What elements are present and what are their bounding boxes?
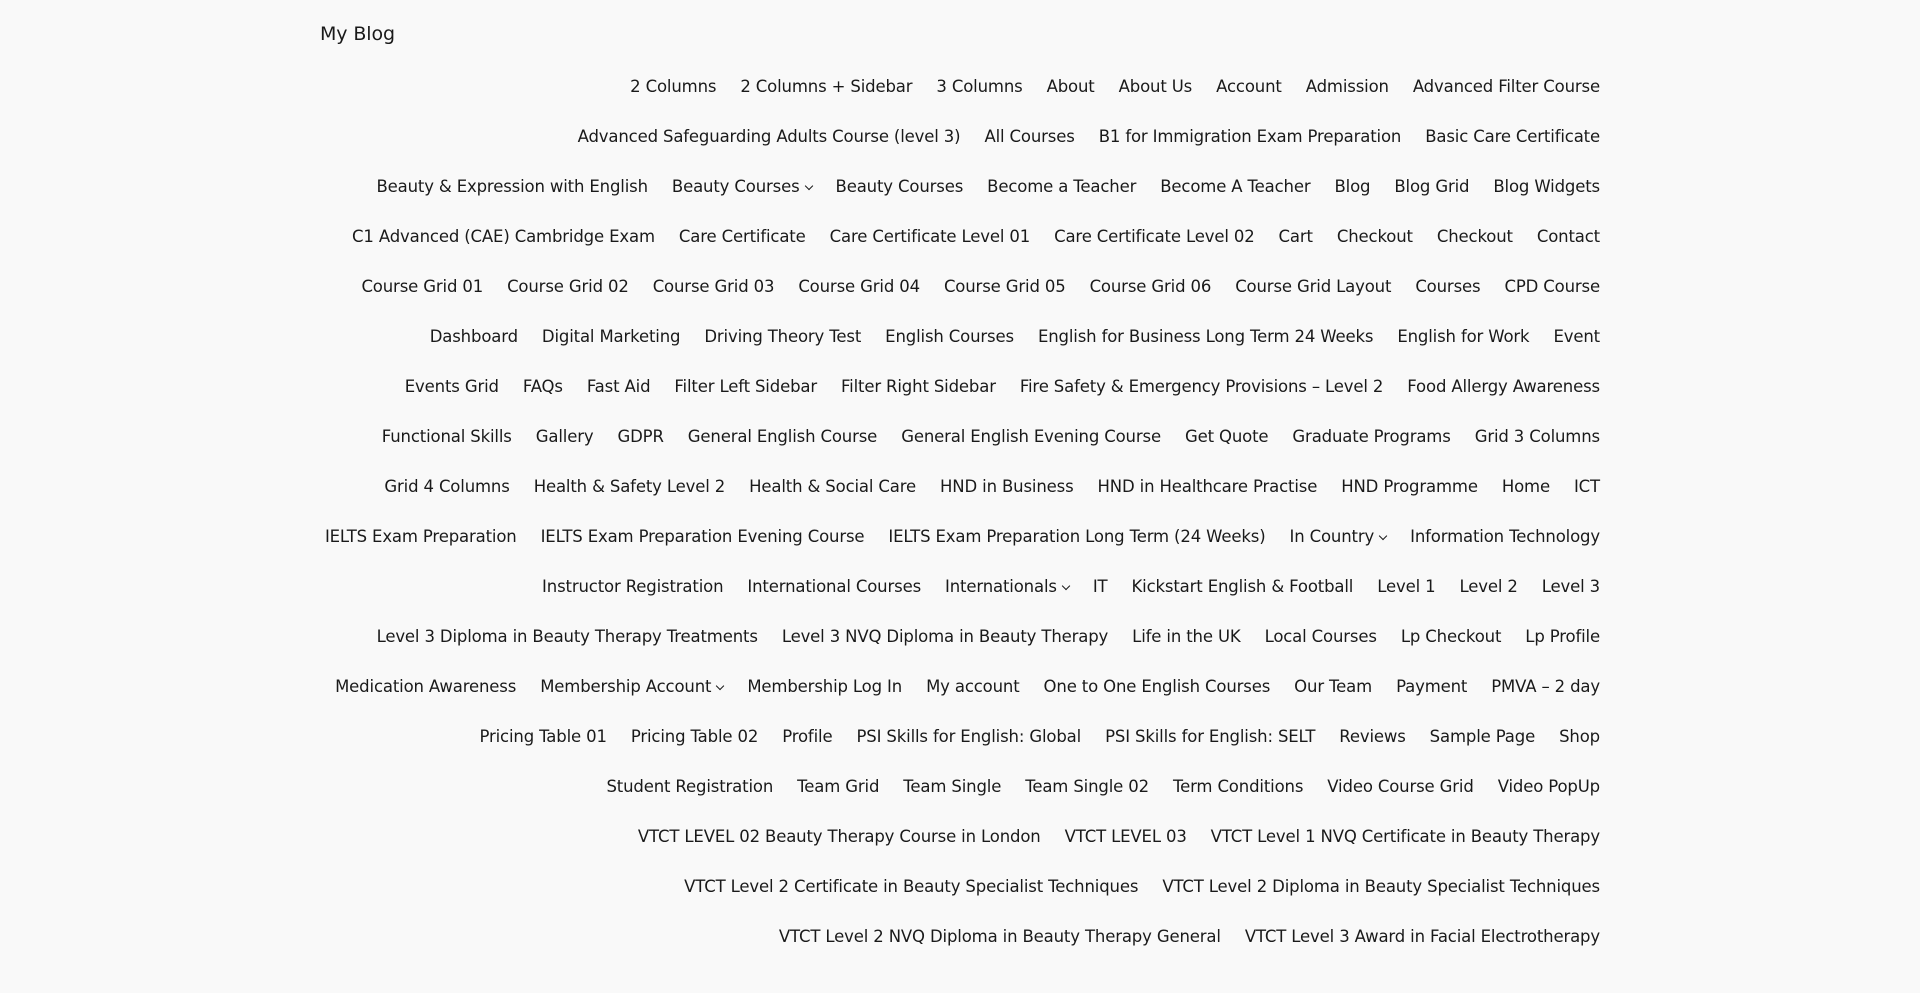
nav-menu-item-label: In Country bbox=[1289, 527, 1375, 546]
nav-menu-item[interactable] bbox=[940, 476, 1074, 498]
nav-menu-item[interactable] bbox=[984, 126, 1074, 148]
nav-row bbox=[320, 462, 1600, 512]
nav-row bbox=[320, 662, 1600, 712]
nav-menu-item[interactable] bbox=[587, 376, 651, 398]
nav-menu-item-label: International Courses bbox=[747, 577, 922, 596]
nav-menu-item[interactable] bbox=[606, 776, 773, 798]
nav-menu-item-label: Digital Marketing bbox=[541, 327, 681, 346]
nav-menu-item-label: VTCT Level 1 NVQ Certificate in Beauty Therapy bbox=[1210, 827, 1600, 846]
nav-row bbox=[320, 612, 1600, 662]
nav-menu-item-label: Blog Grid bbox=[1394, 177, 1470, 196]
nav-menu-item-label: Team Single bbox=[903, 777, 1002, 796]
nav-menu-item-label: HND in Healthcare Practise bbox=[1097, 477, 1318, 496]
nav-menu-item[interactable] bbox=[679, 226, 806, 248]
nav-menu-item[interactable] bbox=[901, 426, 1161, 448]
nav-menu-item[interactable] bbox=[1119, 76, 1193, 98]
nav-menu-item[interactable] bbox=[1279, 226, 1313, 248]
nav-menu-item-label: Instructor Registration bbox=[542, 577, 724, 596]
nav-menu-item[interactable] bbox=[1339, 726, 1405, 748]
nav-menu-item[interactable] bbox=[1410, 526, 1600, 548]
nav-menu-item-label: Fast Aid bbox=[586, 377, 651, 396]
chevron-down-icon[interactable] bbox=[716, 681, 724, 689]
primary-navigation bbox=[320, 62, 1600, 982]
nav-menu-item[interactable] bbox=[1491, 676, 1600, 698]
nav-menu-item-label: Kickstart English & Football bbox=[1131, 577, 1354, 596]
nav-menu-item-label: Sample Page bbox=[1429, 727, 1536, 746]
nav-row bbox=[320, 62, 1600, 112]
site-title[interactable]: My Blog bbox=[320, 23, 395, 45]
nav-row bbox=[320, 412, 1600, 462]
nav-menu-item[interactable] bbox=[578, 126, 961, 148]
nav-menu-item[interactable] bbox=[1460, 576, 1518, 598]
nav-row bbox=[320, 812, 1600, 862]
nav-menu-item[interactable] bbox=[1396, 676, 1467, 698]
nav-menu-item-label: Beauty Courses bbox=[671, 177, 800, 196]
nav-menu-item-label: Level 2 bbox=[1459, 577, 1518, 596]
nav-menu-item[interactable] bbox=[536, 426, 594, 448]
nav-menu-item[interactable] bbox=[384, 476, 509, 498]
nav-menu-item-label: Fire Safety & Emergency Provisions – Level 2 bbox=[1019, 377, 1384, 396]
nav-menu-item-label: Shop bbox=[1559, 727, 1600, 746]
nav-menu-item[interactable] bbox=[836, 176, 964, 198]
nav-menu-item-label: Medication Awareness bbox=[335, 677, 517, 696]
nav-menu-item[interactable] bbox=[638, 826, 1041, 848]
nav-menu-item[interactable] bbox=[523, 376, 563, 398]
nav-menu-item[interactable] bbox=[1131, 576, 1353, 598]
nav-menu-item[interactable] bbox=[1216, 76, 1282, 98]
nav-menu-item-label: Lp Profile bbox=[1525, 627, 1600, 646]
nav-menu-item-label: Graduate Programs bbox=[1292, 427, 1451, 446]
nav-menu-item-label: Our Team bbox=[1294, 677, 1373, 696]
nav-menu-item[interactable] bbox=[1574, 476, 1600, 498]
nav-menu-item[interactable] bbox=[704, 326, 861, 348]
nav-menu-item[interactable] bbox=[779, 926, 1221, 948]
nav-menu-item-label: Advanced Filter Course bbox=[1412, 77, 1600, 96]
nav-menu-item[interactable] bbox=[798, 276, 920, 298]
nav-menu-item[interactable] bbox=[479, 726, 606, 748]
nav-menu-item-label: 2 Columns + Sidebar bbox=[740, 77, 913, 96]
nav-menu-item[interactable] bbox=[1407, 376, 1600, 398]
nav-menu-item[interactable] bbox=[1306, 76, 1389, 98]
nav-menu-item-label: Membership Log In bbox=[747, 677, 903, 696]
nav-menu-item[interactable] bbox=[1504, 276, 1600, 298]
nav-menu-item-label: Grid 4 Columns bbox=[384, 477, 510, 496]
nav-menu-item-label: Cart bbox=[1278, 227, 1313, 246]
nav-menu-item-label: Course Grid 01 bbox=[361, 277, 484, 296]
nav-menu-item-label: Gallery bbox=[535, 427, 594, 446]
nav-menu-item[interactable] bbox=[1493, 176, 1600, 198]
nav-row bbox=[320, 512, 1600, 562]
nav-menu-item[interactable] bbox=[1211, 826, 1600, 848]
nav-menu-item[interactable] bbox=[987, 176, 1136, 198]
nav-menu-item-label: English for Work bbox=[1397, 327, 1530, 346]
nav-menu-item-label: Video Course Grid bbox=[1327, 777, 1474, 796]
nav-menu-item[interactable] bbox=[1327, 776, 1473, 798]
nav-menu-item[interactable] bbox=[1093, 576, 1108, 598]
chevron-down-icon[interactable] bbox=[1062, 581, 1070, 589]
nav-menu-item[interactable] bbox=[888, 526, 1265, 548]
nav-menu-item[interactable] bbox=[1394, 176, 1469, 198]
nav-row bbox=[320, 362, 1600, 412]
nav-menu-item[interactable] bbox=[797, 776, 879, 798]
nav-menu-item[interactable] bbox=[1099, 126, 1402, 148]
nav-menu-item-label: About bbox=[1046, 77, 1095, 96]
nav-menu-item[interactable] bbox=[903, 776, 1001, 798]
nav-menu-item[interactable] bbox=[1335, 176, 1371, 198]
nav-menu-item-label: Blog Widgets bbox=[1493, 177, 1600, 196]
nav-menu-item[interactable] bbox=[1397, 326, 1529, 348]
nav-menu-item-label: Lp Checkout bbox=[1400, 627, 1502, 646]
nav-menu-item-label: Student Registration bbox=[606, 777, 774, 796]
nav-menu-item-label: One to One English Courses bbox=[1043, 677, 1271, 696]
nav-menu-item-label: Driving Theory Test bbox=[704, 327, 862, 346]
nav-menu-item[interactable] bbox=[747, 676, 902, 698]
nav-menu-item-label: Courses bbox=[1415, 277, 1481, 296]
nav-row bbox=[320, 112, 1600, 162]
nav-menu-item-label: VTCT LEVEL 02 Beauty Therapy Course in London bbox=[637, 827, 1041, 846]
nav-menu-item-label: Become A Teacher bbox=[1160, 177, 1311, 196]
nav-menu-item-label: Advanced Safeguarding Adults Course (level 3) bbox=[577, 127, 961, 146]
nav-menu-item[interactable] bbox=[382, 426, 512, 448]
nav-menu-item-label: Home bbox=[1501, 477, 1550, 496]
nav-menu-item[interactable] bbox=[830, 226, 1030, 248]
nav-menu-item[interactable] bbox=[1235, 276, 1391, 298]
nav-menu-item-label: VTCT Level 2 Certificate in Beauty Specialist Techniques bbox=[684, 877, 1139, 896]
nav-menu-item-label: 3 Columns bbox=[936, 77, 1023, 96]
nav-menu-item[interactable] bbox=[749, 476, 916, 498]
nav-menu-item-label: Term Conditions bbox=[1172, 777, 1304, 796]
nav-menu-item-label: Level 3 bbox=[1541, 577, 1600, 596]
nav-menu-item[interactable] bbox=[1475, 426, 1600, 448]
nav-menu-item[interactable] bbox=[1292, 426, 1450, 448]
nav-menu-item[interactable] bbox=[740, 76, 912, 98]
nav-menu-item-label: Account bbox=[1216, 77, 1282, 96]
nav-menu-item[interactable] bbox=[534, 476, 725, 498]
nav-menu-item[interactable] bbox=[617, 426, 663, 448]
nav-menu-item[interactable] bbox=[926, 676, 1019, 698]
nav-menu-item-label: Dashboard bbox=[429, 327, 518, 346]
nav-menu-item[interactable] bbox=[1553, 326, 1600, 348]
nav-menu-item[interactable] bbox=[653, 276, 775, 298]
nav-row bbox=[320, 312, 1600, 362]
chevron-down-icon[interactable] bbox=[804, 181, 812, 189]
nav-menu-item[interactable] bbox=[1160, 176, 1310, 198]
nav-menu-item-label: IELTS Exam Preparation Evening Course bbox=[540, 527, 865, 546]
nav-menu-item-label: Course Grid 02 bbox=[507, 277, 629, 296]
nav-menu-item[interactable] bbox=[1294, 676, 1372, 698]
nav-menu-item[interactable] bbox=[541, 526, 865, 548]
nav-row bbox=[320, 262, 1600, 312]
nav-menu-item-label: English for Business Long Term 24 Weeks bbox=[1037, 327, 1374, 346]
nav-menu-item[interactable] bbox=[1038, 326, 1373, 348]
nav-menu-item[interactable] bbox=[1173, 776, 1303, 798]
nav-menu-item-label: Pricing Table 02 bbox=[630, 727, 759, 746]
nav-menu-item[interactable] bbox=[1132, 626, 1240, 648]
nav-menu-item[interactable] bbox=[1377, 576, 1435, 598]
nav-menu-item-label: VTCT Level 2 Diploma in Beauty Specialist Techniques bbox=[1162, 877, 1600, 896]
nav-menu-item[interactable] bbox=[885, 326, 1014, 348]
nav-row bbox=[320, 862, 1600, 912]
nav-menu-item-label: PSI Skills for English: Global bbox=[856, 727, 1082, 746]
nav-menu-item-label: PSI Skills for English: SELT bbox=[1105, 727, 1316, 746]
nav-menu-item[interactable] bbox=[1185, 426, 1268, 448]
nav-menu-item-label: Health & Social Care bbox=[749, 477, 917, 496]
nav-menu-item[interactable] bbox=[782, 726, 832, 748]
nav-menu-item-label: Beauty Courses bbox=[835, 177, 964, 196]
nav-menu-item[interactable] bbox=[376, 176, 647, 198]
nav-menu-item-label: My account bbox=[926, 677, 1020, 696]
nav-menu-item[interactable] bbox=[542, 326, 680, 348]
nav-menu-item-label: FAQs bbox=[522, 377, 563, 396]
nav-menu-item[interactable] bbox=[1437, 226, 1513, 248]
nav-row bbox=[320, 212, 1600, 262]
nav-menu-item[interactable] bbox=[405, 376, 499, 398]
nav-menu-item[interactable] bbox=[325, 526, 517, 548]
nav-menu-item[interactable] bbox=[782, 626, 1108, 648]
nav-menu-item-label: Course Grid Layout bbox=[1235, 277, 1392, 296]
nav-menu-item-label: VTCT Level 3 Award in Facial Electrotherapy bbox=[1244, 927, 1600, 946]
nav-menu-item-label: VTCT Level 2 NVQ Diploma in Beauty Therapy General bbox=[778, 927, 1221, 946]
nav-menu-item-label: GDPR bbox=[617, 427, 664, 446]
nav-menu-item[interactable] bbox=[507, 276, 629, 298]
nav-menu-item[interactable] bbox=[1020, 376, 1383, 398]
nav-menu-item-label: Beauty & Expression with English bbox=[376, 177, 648, 196]
nav-menu-item-label: IT bbox=[1092, 577, 1108, 596]
nav-menu-item[interactable] bbox=[674, 376, 817, 398]
nav-menu-item-label: Course Grid 05 bbox=[943, 277, 1066, 296]
nav-menu-item[interactable] bbox=[1542, 576, 1600, 598]
nav-menu-item[interactable] bbox=[945, 576, 1069, 598]
nav-row bbox=[320, 712, 1600, 762]
nav-menu-item[interactable] bbox=[684, 876, 1138, 898]
nav-menu-item[interactable] bbox=[1047, 76, 1095, 98]
nav-menu-item-label: Information Technology bbox=[1410, 527, 1600, 546]
nav-menu-item-label: HND in Business bbox=[940, 477, 1074, 496]
nav-menu-item-label: Level 3 Diploma in Beauty Therapy Treatments bbox=[376, 627, 758, 646]
nav-row bbox=[320, 562, 1600, 612]
nav-menu-item[interactable] bbox=[335, 676, 516, 698]
nav-menu-item-label: Admission bbox=[1305, 77, 1389, 96]
nav-menu-item-label: VTCT LEVEL 03 bbox=[1064, 827, 1187, 846]
nav-menu-item[interactable] bbox=[1265, 626, 1377, 648]
nav-menu-item[interactable] bbox=[1090, 276, 1212, 298]
nav-menu-item-label: Grid 3 Columns bbox=[1474, 427, 1600, 446]
nav-menu-item-label: Level 3 NVQ Diploma in Beauty Therapy bbox=[781, 627, 1109, 646]
nav-menu-item-label: General English Evening Course bbox=[901, 427, 1161, 446]
nav-menu-item-label: IELTS Exam Preparation Long Term (24 Weeks) bbox=[888, 527, 1266, 546]
nav-menu-item[interactable] bbox=[1559, 726, 1600, 748]
nav-menu-item-label: Video PopUp bbox=[1497, 777, 1600, 796]
nav-menu-item[interactable] bbox=[1498, 776, 1600, 798]
nav-menu-item-label: Pricing Table 01 bbox=[479, 727, 607, 746]
nav-menu-item-label: Become a Teacher bbox=[987, 177, 1137, 196]
nav-menu-item[interactable] bbox=[747, 576, 921, 598]
nav-menu-item-label: Profile bbox=[782, 727, 833, 746]
nav-menu-item-label: Team Single 02 bbox=[1025, 777, 1149, 796]
nav-menu-item[interactable] bbox=[377, 626, 758, 648]
nav-menu-item[interactable] bbox=[856, 726, 1081, 748]
nav-menu-item-label: Care Certificate bbox=[678, 227, 806, 246]
nav-menu-item-label: Health & Safety Level 2 bbox=[533, 477, 726, 496]
nav-row bbox=[320, 912, 1600, 962]
nav-menu-item[interactable] bbox=[1098, 476, 1318, 498]
nav-menu-item-label: Filter Right Sidebar bbox=[841, 377, 996, 396]
nav-menu-item-label: Checkout bbox=[1336, 227, 1413, 246]
nav-menu-item[interactable] bbox=[430, 326, 518, 348]
nav-menu-item[interactable] bbox=[1341, 476, 1478, 498]
nav-menu-item[interactable] bbox=[1502, 476, 1550, 498]
nav-menu-item-label: Payment bbox=[1396, 677, 1468, 696]
nav-menu-item[interactable] bbox=[1065, 826, 1187, 848]
nav-menu-item-label: Local Courses bbox=[1264, 627, 1377, 646]
nav-menu-item-label: All Courses bbox=[984, 127, 1075, 146]
nav-menu-item-label: Contact bbox=[1536, 227, 1600, 246]
nav-row bbox=[320, 762, 1600, 812]
nav-menu-item[interactable] bbox=[1289, 526, 1386, 548]
nav-menu-item[interactable] bbox=[1245, 926, 1600, 948]
nav-menu-item-label: General English Course bbox=[687, 427, 878, 446]
nav-menu-item[interactable] bbox=[672, 176, 812, 198]
nav-menu-item[interactable] bbox=[352, 226, 655, 248]
nav-menu-item[interactable] bbox=[936, 76, 1022, 98]
nav-menu-item-label: Level 1 bbox=[1377, 577, 1436, 596]
nav-menu-item[interactable] bbox=[361, 276, 483, 298]
nav-menu-item-label: Basic Care Certificate bbox=[1425, 127, 1600, 146]
nav-menu-item-label: Course Grid 04 bbox=[798, 277, 920, 296]
nav-menu-item-label: CPD Course bbox=[1504, 277, 1600, 296]
nav-menu-item[interactable] bbox=[1430, 726, 1535, 748]
nav-menu-item-label: IELTS Exam Preparation bbox=[324, 527, 517, 546]
nav-menu-item-label: Care Certificate Level 01 bbox=[829, 227, 1031, 246]
nav-menu-item[interactable] bbox=[1425, 126, 1600, 148]
nav-menu-item-label: Get Quote bbox=[1184, 427, 1269, 446]
nav-menu-item[interactable] bbox=[1337, 226, 1413, 248]
nav-menu-item-label: ICT bbox=[1573, 477, 1600, 496]
nav-menu-item-label: English Courses bbox=[885, 327, 1014, 346]
nav-menu-item-label: Team Grid bbox=[797, 777, 880, 796]
nav-menu-item-label: About Us bbox=[1118, 77, 1193, 96]
nav-menu-item-label: Course Grid 06 bbox=[1089, 277, 1212, 296]
nav-row bbox=[320, 162, 1600, 212]
nav-menu-item[interactable] bbox=[542, 576, 723, 598]
nav-menu-item[interactable] bbox=[540, 676, 723, 698]
nav-menu-item[interactable] bbox=[688, 426, 877, 448]
nav-menu-item[interactable] bbox=[1105, 726, 1315, 748]
nav-menu-item[interactable] bbox=[630, 76, 716, 98]
nav-menu-item-label: Membership Account bbox=[540, 677, 712, 696]
nav-menu-item-label: C1 Advanced (CAE) Cambridge Exam bbox=[352, 227, 655, 246]
nav-menu-item-label: Checkout bbox=[1436, 227, 1513, 246]
nav-menu-item-label: 2 Columns bbox=[630, 77, 717, 96]
chevron-down-icon[interactable] bbox=[1379, 531, 1387, 539]
nav-menu-item[interactable] bbox=[631, 726, 758, 748]
nav-menu-item[interactable] bbox=[1415, 276, 1480, 298]
nav-menu-item[interactable] bbox=[841, 376, 996, 398]
nav-menu-item-label: Events Grid bbox=[404, 377, 499, 396]
nav-menu-item-label: Care Certificate Level 02 bbox=[1054, 227, 1255, 246]
nav-menu-item[interactable] bbox=[1025, 776, 1149, 798]
nav-menu-item-label: Filter Left Sidebar bbox=[674, 377, 817, 396]
nav-menu-item[interactable] bbox=[1044, 676, 1271, 698]
nav-menu-item-label: Internationals bbox=[945, 577, 1057, 596]
nav-menu-item-label: Food Allergy Awareness bbox=[1407, 377, 1600, 396]
nav-menu-item-label: Course Grid 03 bbox=[652, 277, 775, 296]
nav-menu-item-label: Blog bbox=[1334, 177, 1371, 196]
nav-menu-item[interactable] bbox=[1537, 226, 1600, 248]
nav-menu-item-label: Event bbox=[1553, 327, 1600, 346]
nav-menu-item-label: B1 for Immigration Exam Preparation bbox=[1098, 127, 1402, 146]
nav-menu-item-label: Functional Skills bbox=[381, 427, 512, 446]
nav-menu-item-label: Reviews bbox=[1339, 727, 1406, 746]
nav-menu-item-label: Life in the UK bbox=[1132, 627, 1241, 646]
nav-menu-item[interactable] bbox=[1525, 626, 1600, 648]
nav-menu-item[interactable] bbox=[1162, 876, 1600, 898]
nav-menu-item-label: PMVA – 2 day bbox=[1491, 677, 1600, 696]
nav-menu-item[interactable] bbox=[1054, 226, 1254, 248]
nav-menu-item[interactable] bbox=[1413, 76, 1600, 98]
nav-menu-item[interactable] bbox=[1401, 626, 1501, 648]
nav-menu-item[interactable] bbox=[944, 276, 1066, 298]
nav-menu-item-label: HND Programme bbox=[1341, 477, 1478, 496]
